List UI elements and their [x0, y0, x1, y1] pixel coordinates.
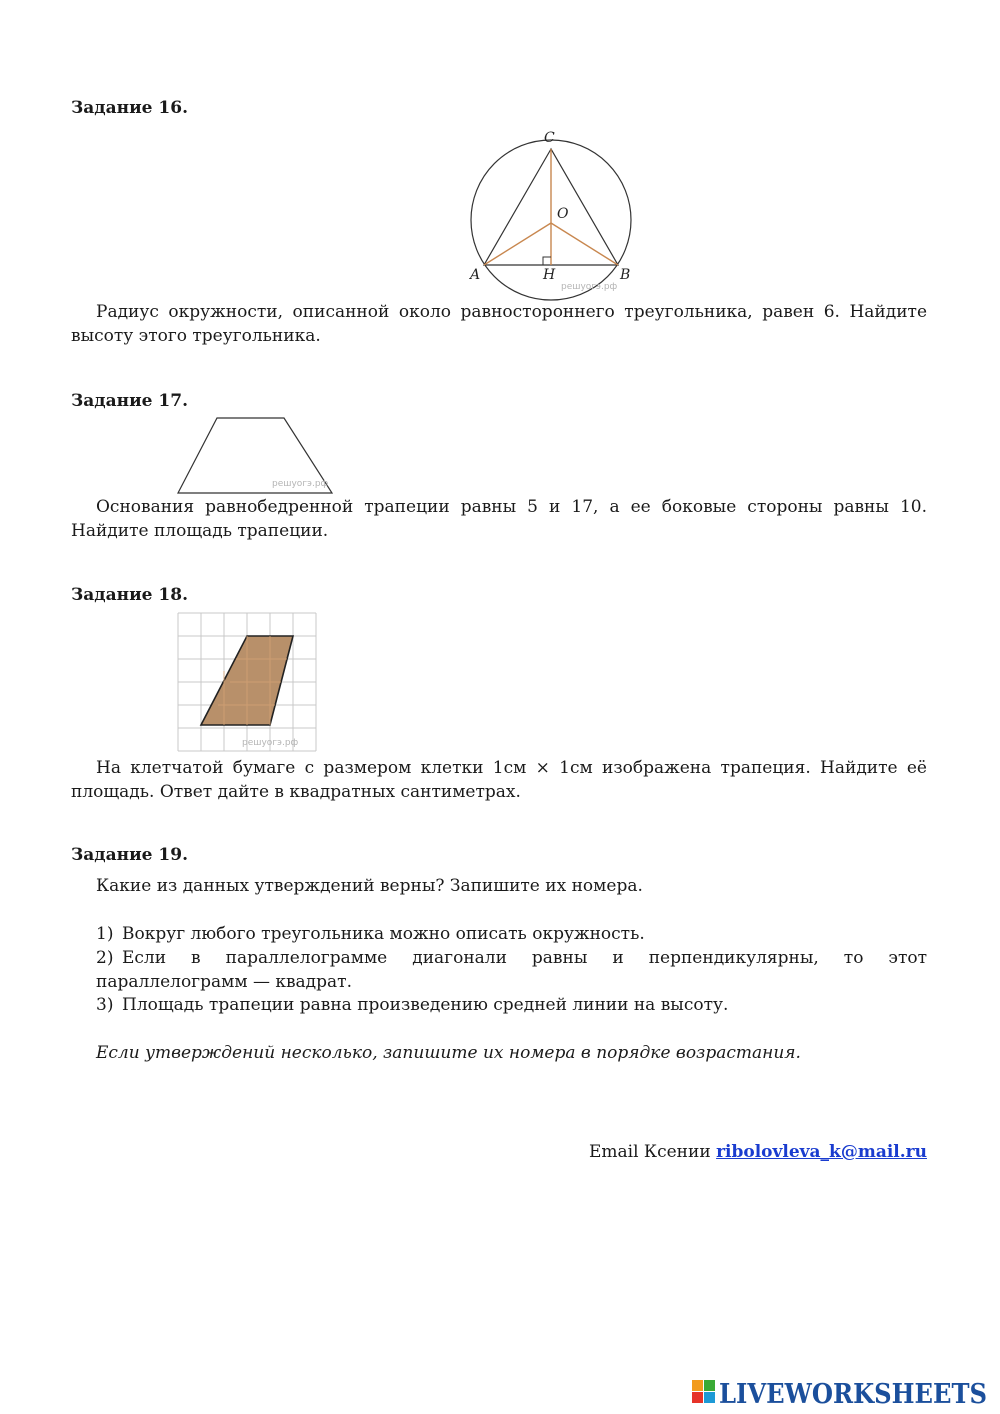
liveworksheets-logo[interactable]	[692, 1377, 992, 1407]
label-h: H	[543, 267, 556, 283]
logo-text: LIVEWORKSHEETS	[719, 1379, 987, 1407]
email-label: Email Ксении	[588, 1142, 711, 1162]
logo-square-orange	[692, 1380, 703, 1391]
statement-number: 2)	[96, 948, 114, 968]
task18-text: На клетчатой бумаге с размером клетки 1см × 1см изображена трапеция. Найдите её площадь. Ответ дайте в квадратных сантиметрах.	[71, 758, 927, 802]
email-link[interactable]: ribolovleva_k@mail.ru	[716, 1142, 927, 1162]
right-angle-mark	[543, 257, 551, 265]
radius-ob	[551, 223, 618, 265]
task16-figure	[465, 125, 640, 305]
task19-heading: Задание 19.	[71, 845, 188, 865]
statement-text: Если в параллелограмме диагонали равны и перпендикулярны, то этот параллелограмм — квадрат.	[96, 948, 927, 992]
statement-1	[71, 922, 927, 946]
label-a: A	[470, 267, 481, 283]
task19-question: Какие из данных утверждений верны? Запишите их номера.	[96, 876, 643, 896]
task16-text: Радиус окружности, описанной около равностороннего треугольника, равен 6. Найдите высоту этого треугольника.	[71, 302, 927, 346]
statement-2	[71, 946, 927, 994]
task18-figure	[176, 611, 320, 753]
statement-text: Вокруг любого треугольника можно описать окружность.	[122, 924, 645, 944]
watermark: решуогэ.рф	[561, 282, 618, 292]
statement-3	[71, 993, 927, 1017]
task16-heading: Задание 16.	[71, 98, 188, 118]
logo-square-blue	[704, 1392, 715, 1403]
label-c: C	[544, 130, 555, 146]
task17-heading: Задание 17.	[71, 391, 188, 411]
task18-heading: Задание 18.	[71, 585, 188, 605]
watermark: решуогэ.рф	[272, 479, 329, 489]
label-b: B	[620, 267, 631, 283]
task17-figure	[172, 412, 342, 500]
statement-number: 1)	[96, 924, 114, 944]
watermark: решуогэ.рф	[242, 738, 299, 748]
liveworksheets-logo-graphic	[692, 1377, 992, 1407]
logo-square-red	[692, 1392, 703, 1403]
task19-note: Если утверждений несколько, запишите их номера в порядке возрастания.	[96, 1043, 801, 1063]
statement-text: Площадь трапеции равна произведению средней линии на высоту.	[122, 995, 729, 1015]
logo-square-green	[704, 1380, 715, 1391]
statement-number: 3)	[96, 995, 114, 1015]
task17-text: Основания равнобедренной трапеции равны 5 и 17, а ее боковые стороны равны 10. Найдите площадь трапеции.	[71, 497, 927, 541]
radius-oa	[484, 223, 551, 265]
label-o: O	[557, 206, 569, 222]
email-line	[589, 1140, 927, 1164]
